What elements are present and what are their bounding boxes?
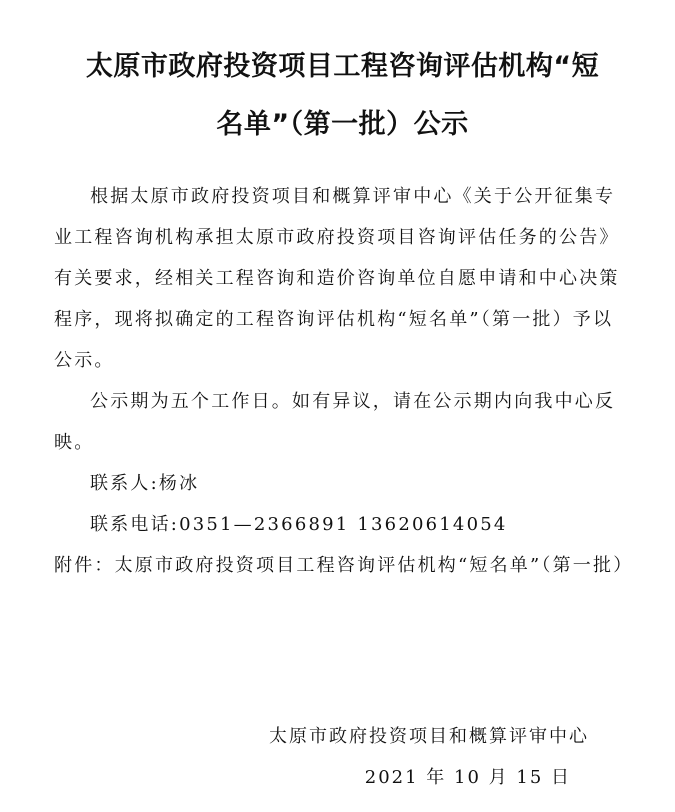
contact-person: 联系人:杨冰 [90, 473, 200, 494]
title-line-2: 名单”（第一批）公示 [216, 109, 469, 140]
signature-organization: 太原市政府投资项目和概算评审中心 [269, 726, 589, 747]
attachment-note: 附件：太原市政府投资项目工程咨询评估机构“短名单”（第一批） [54, 555, 634, 576]
intro-paragraph: 根据太原市政府投资项目和概算评审中心《关于公开征集专业工程咨询机构承担太原市政府投资项目咨询评估任务的公告》有关要求，经相关工程咨询和造价咨询单位自愿申请和中心决策程序，现将拟确定的工程咨询评估机构“短名单”（第一批）予以公示。 [54, 186, 620, 371]
period-paragraph: 公示期为五个工作日。如有异议，请在公示期内向我中心反映。 [54, 391, 616, 453]
signature-date: 2021 年 10 月 15 日 [364, 767, 571, 788]
contact-phone: 联系电话:0351—2366891 13620614054 [90, 514, 508, 535]
title-line-1: 太原市政府投资项目工程咨询评估机构“短 [85, 51, 600, 82]
document-title [54, 0, 631, 154]
signature-block [269, 716, 589, 798]
document-body [54, 176, 634, 586]
